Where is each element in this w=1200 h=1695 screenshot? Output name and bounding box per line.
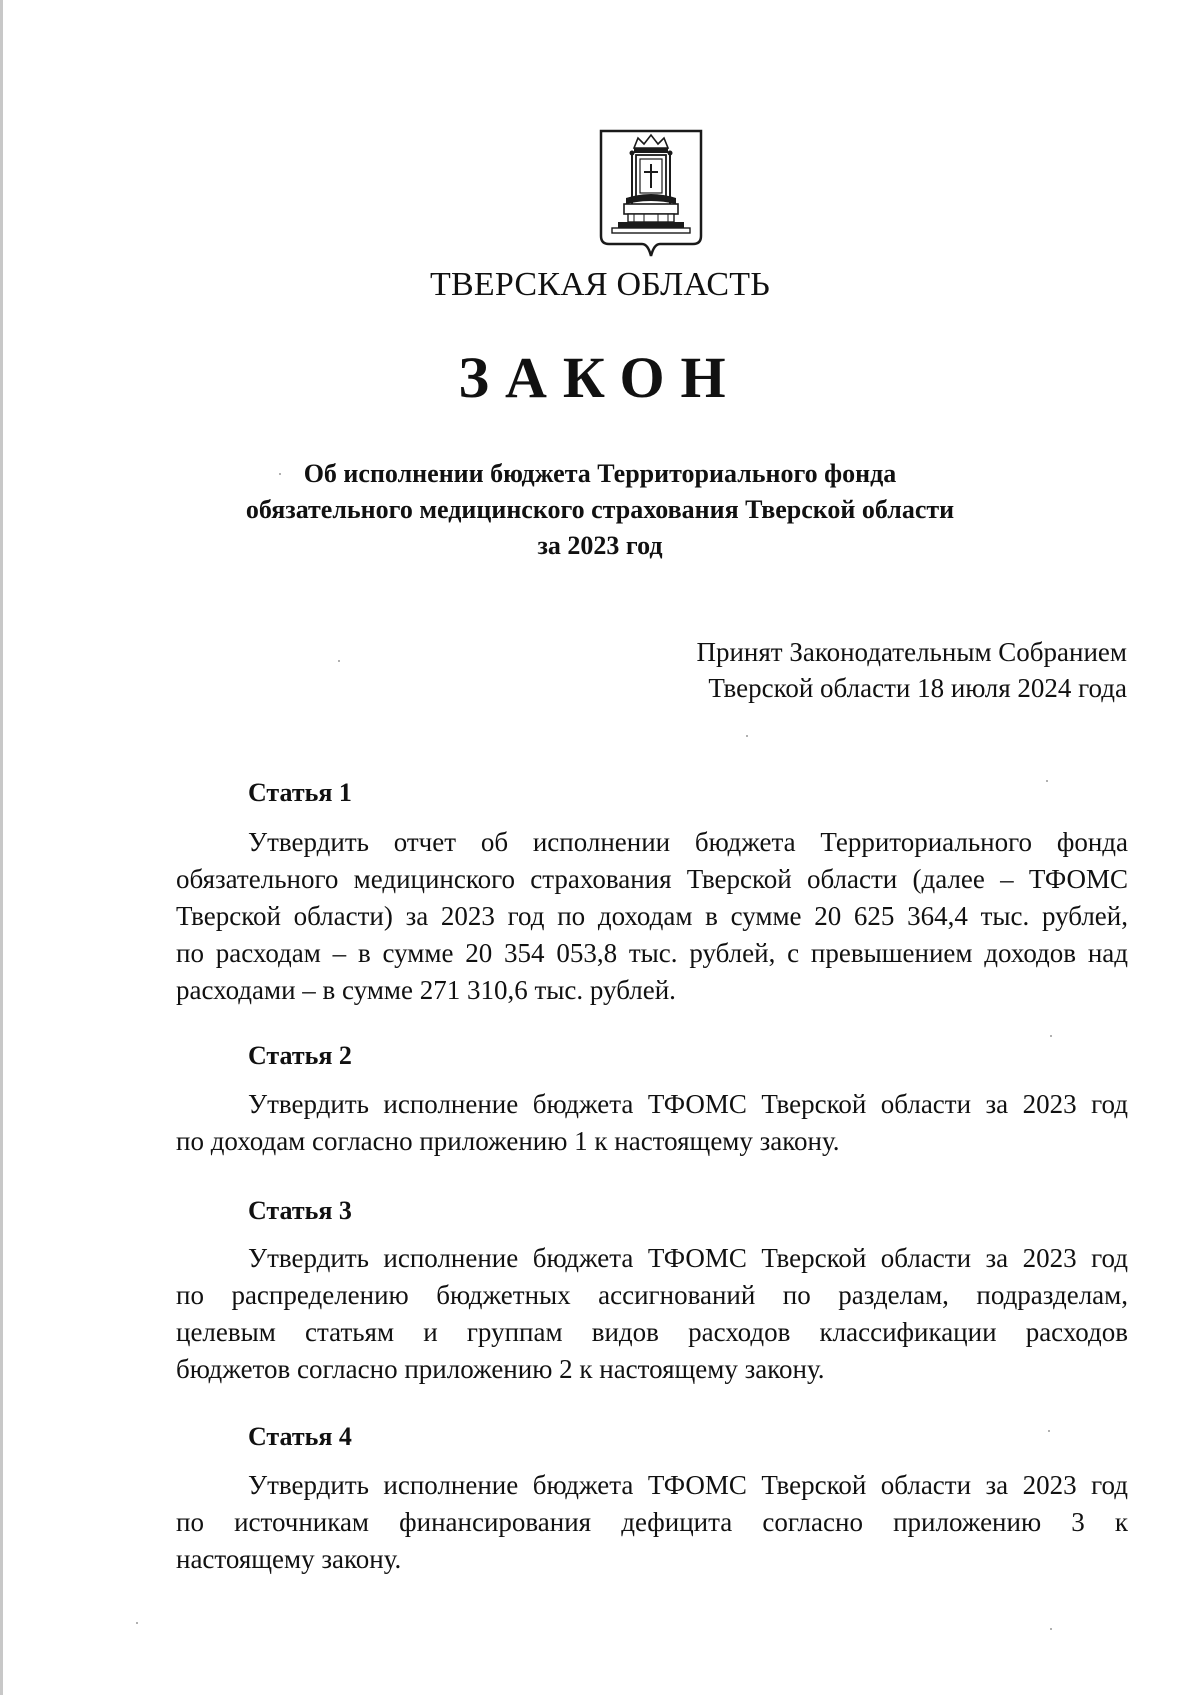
coat-of-arms-icon bbox=[598, 128, 704, 258]
scan-speck bbox=[1050, 1628, 1052, 1630]
law-subject bbox=[150, 456, 1050, 564]
article-3-text bbox=[176, 1240, 1128, 1388]
article-3-heading: Статья 3 bbox=[248, 1196, 352, 1225]
adoption-note bbox=[696, 634, 1127, 706]
article-line: настоящему закону. bbox=[176, 1544, 402, 1574]
adoption-note-line: Тверской области 18 июля 2024 года bbox=[708, 673, 1127, 703]
article-2-text bbox=[176, 1086, 1128, 1160]
region-name: ТВЕРСКАЯ ОБЛАСТЬ bbox=[430, 266, 770, 303]
law-subject-line: за 2023 год bbox=[537, 531, 663, 560]
article-line: по источникам финансирования дефицита согласно приложению 3 к bbox=[176, 1507, 1128, 1537]
article-4-heading: Статья 4 bbox=[248, 1422, 352, 1451]
article-4-text bbox=[176, 1467, 1128, 1578]
article-1-heading: Статья 1 bbox=[248, 778, 352, 807]
article-line: по распределению бюджетных ассигнований по разделам, подразделам, bbox=[176, 1280, 1128, 1310]
article-line: расходами – в сумме 271 310,6 тыс. рублей. bbox=[176, 975, 676, 1005]
scan-speck bbox=[136, 1622, 138, 1624]
law-subject-line: обязательного медицинского страхования Тверской области bbox=[245, 495, 955, 524]
adoption-note-line: Принят Законодательным Собранием bbox=[696, 637, 1127, 667]
article-line: Тверской области) за 2023 год по доходам в сумме 20 625 364,4 тыс. рублей, bbox=[176, 901, 1128, 931]
article-line: бюджетов согласно приложению 2 к настоящему закону. bbox=[176, 1354, 825, 1384]
article-line: по расходам – в сумме 20 354 053,8 тыс. рублей, с превышением доходов над bbox=[176, 938, 1128, 968]
scan-edge bbox=[0, 0, 3, 1695]
scan-speck bbox=[1050, 1035, 1052, 1037]
document-type: ЗАКОН bbox=[458, 345, 742, 410]
scan-speck bbox=[746, 735, 748, 737]
article-1-text bbox=[176, 824, 1128, 1009]
article-line: обязательного медицинского страхования Тверской области (далее – ТФОМС bbox=[176, 864, 1128, 894]
article-line: по доходам согласно приложению 1 к настоящему закону. bbox=[176, 1126, 840, 1156]
article-line: целевым статьям и группам видов расходов классификации расходов bbox=[176, 1317, 1128, 1347]
scan-speck bbox=[338, 660, 340, 662]
scan-speck bbox=[279, 473, 281, 475]
article-line: Утвердить отчет об исполнении бюджета Территориального фонда bbox=[248, 827, 1128, 857]
article-line: Утвердить исполнение бюджета ТФОМС Тверской области за 2023 год bbox=[248, 1470, 1128, 1500]
article-line: Утвердить исполнение бюджета ТФОМС Тверской области за 2023 год bbox=[248, 1243, 1128, 1273]
law-subject-line: Об исполнении бюджета Территориального фонда bbox=[303, 459, 897, 488]
scan-speck bbox=[1046, 780, 1048, 782]
article-line: Утвердить исполнение бюджета ТФОМС Тверской области за 2023 год bbox=[248, 1089, 1128, 1119]
scan-speck bbox=[1048, 1430, 1050, 1432]
article-2-heading: Статья 2 bbox=[248, 1041, 352, 1070]
